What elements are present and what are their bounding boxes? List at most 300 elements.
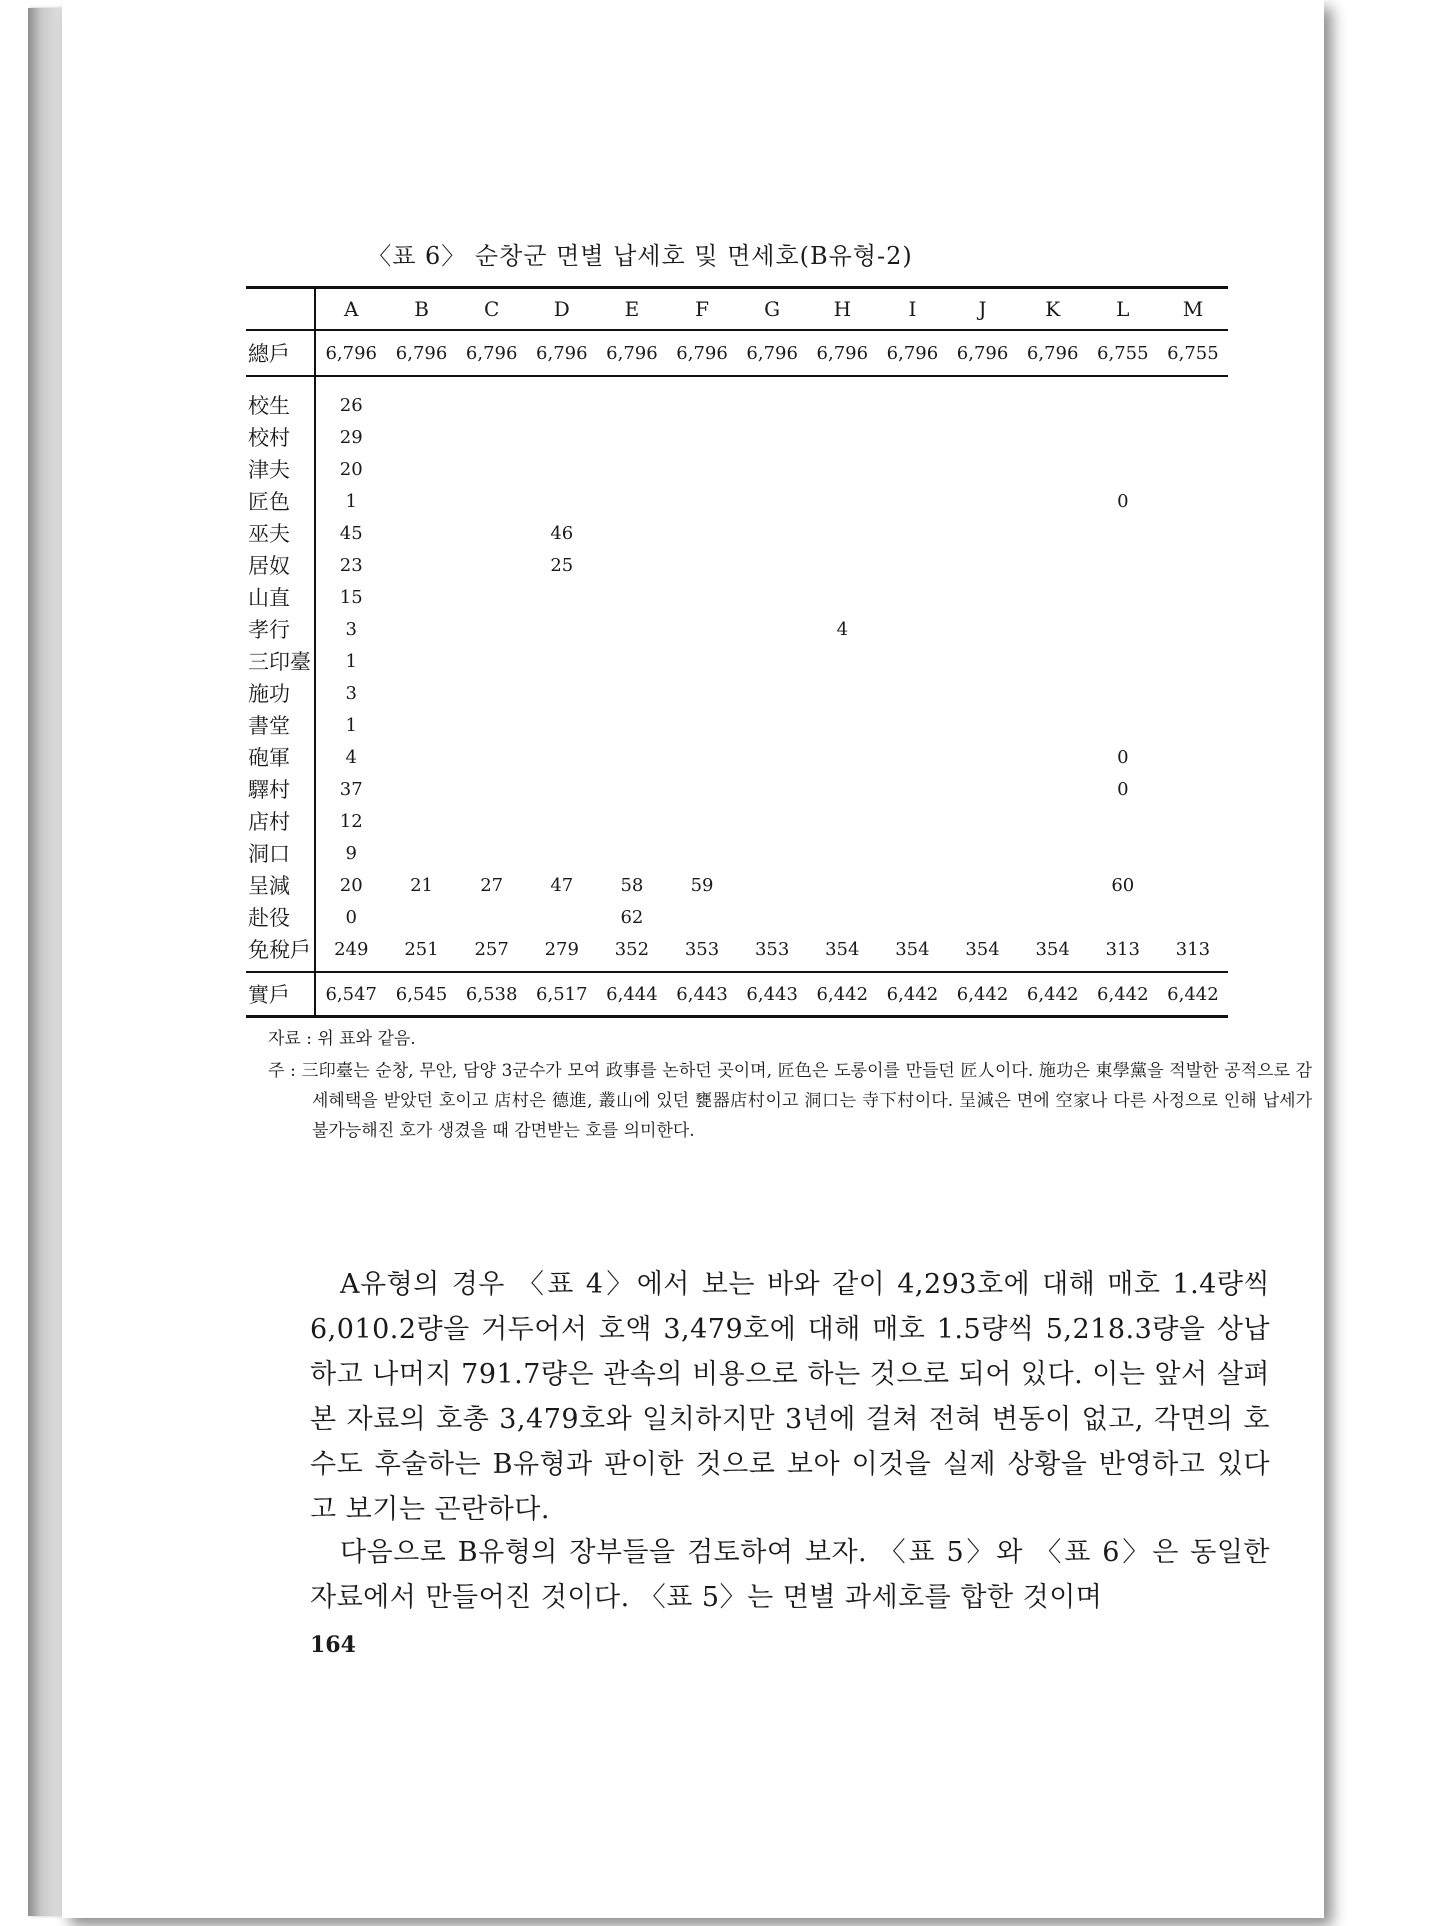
table-cell xyxy=(597,773,667,805)
table-cell xyxy=(737,581,807,613)
table-cell xyxy=(597,741,667,773)
table-cell xyxy=(386,485,456,517)
table-cell xyxy=(807,741,877,773)
table-cell xyxy=(737,741,807,773)
table-cell xyxy=(807,485,877,517)
table-cell xyxy=(877,869,947,901)
row-label: 赴役 xyxy=(246,901,315,933)
table-cell xyxy=(527,485,597,517)
table-cell: 249 xyxy=(334,938,369,960)
table-cell: 6,538 xyxy=(457,972,527,1017)
table-cell xyxy=(737,376,807,421)
column-header: K xyxy=(1018,288,1088,331)
table-cell: 0 xyxy=(345,906,357,928)
body-paragraph-1: A유형의 경우 〈표 4〉에서 보는 바와 같이 4,293호에 대해 매호 1.4량씩 6,010.2량을 거두어서 호액 3,479호에 대해 매호 1.5량씩 5,218.3량을 상납하고 나머지 791.7량은 관속의 비용으로 하는 것으로 되어 있다. 이는 앞서 살펴본 자료의 호총 3,479호와 일치하지만 3년에 걸쳐 전혀 변동이 없고, 각면의 호수도 후술하는 B유형과 판이한 것으로 보아 이것을 실제 상황을 반영하고 있다고 보기는 곤란하다. xyxy=(310,1269,1270,1525)
table-cell xyxy=(457,741,527,773)
book-spine-edge xyxy=(28,8,62,1916)
table-cell: 353 xyxy=(684,938,720,960)
table-cell: 3 xyxy=(345,618,357,640)
table-cell: 6,444 xyxy=(597,972,667,1017)
table-cell xyxy=(947,549,1017,581)
row-label: 洞口 xyxy=(246,837,315,869)
table-cell: 354 xyxy=(895,938,930,960)
table-cell: 4 xyxy=(345,746,357,768)
table-cell: 26 xyxy=(339,394,363,416)
table-cell xyxy=(947,741,1017,773)
table-cell xyxy=(1088,549,1158,581)
table-cell: 1 xyxy=(345,714,357,736)
table-cell: 4 xyxy=(836,618,849,640)
table-cell: 352 xyxy=(614,938,650,960)
row-label: 免稅戶 xyxy=(246,933,315,972)
table-cell xyxy=(457,549,527,581)
table-cell xyxy=(1018,453,1088,485)
table-cell xyxy=(386,773,456,805)
table-cell xyxy=(457,901,527,933)
table-cell: 6,443 xyxy=(737,972,807,1017)
table-cell xyxy=(737,645,807,677)
table-cell xyxy=(667,773,737,805)
table-cell: 6,796 xyxy=(947,330,1017,376)
table-cell xyxy=(737,613,807,645)
table-cell xyxy=(877,709,947,741)
table-cell: 0 xyxy=(1117,490,1129,512)
table-cell xyxy=(1088,581,1158,613)
row-label: 居奴 xyxy=(246,549,315,581)
table-cell xyxy=(667,805,737,837)
table-row xyxy=(246,613,1228,645)
table-cell xyxy=(1018,805,1088,837)
table-cell xyxy=(597,645,667,677)
table-cell xyxy=(1018,677,1088,709)
table-cell xyxy=(737,709,807,741)
table-cell: 257 xyxy=(474,938,509,960)
table-cell: 9 xyxy=(345,842,357,864)
table-cell xyxy=(947,677,1017,709)
table-cell xyxy=(527,613,597,645)
row-label: 校村 xyxy=(246,421,315,453)
table-cell xyxy=(386,376,456,421)
table-cell: 45 xyxy=(339,522,363,544)
table-cell xyxy=(1088,613,1158,645)
table-cell xyxy=(947,709,1017,741)
row-label: 書堂 xyxy=(246,709,315,741)
table-cell xyxy=(807,421,877,453)
household-tax-table xyxy=(246,286,1228,1018)
table-row xyxy=(246,517,1228,549)
table-cell: 6,547 xyxy=(315,972,386,1017)
table-cell: 6,796 xyxy=(386,330,456,376)
table-cell: 0 xyxy=(1117,746,1129,768)
table-row xyxy=(246,933,1228,972)
table-cell: 6,796 xyxy=(457,330,527,376)
table-cell xyxy=(597,805,667,837)
table-cell xyxy=(877,677,947,709)
table-cell xyxy=(1018,837,1088,869)
table-cell xyxy=(527,773,597,805)
table-cell xyxy=(1018,645,1088,677)
table-cell xyxy=(1088,805,1158,837)
table-cell xyxy=(1158,901,1228,933)
table-cell xyxy=(1158,773,1228,805)
table-cell: 20 xyxy=(339,874,363,896)
table-cell xyxy=(1088,453,1158,485)
table-cell xyxy=(386,581,456,613)
column-header: H xyxy=(807,288,877,331)
table-cell xyxy=(457,837,527,869)
page-number: 164 xyxy=(310,1632,356,1658)
table-row xyxy=(246,773,1228,805)
table-cell: 15 xyxy=(339,586,363,608)
table-cell xyxy=(667,613,737,645)
table-cell xyxy=(386,677,456,709)
table-cell xyxy=(667,741,737,773)
table-cell xyxy=(457,485,527,517)
table-cell xyxy=(947,421,1017,453)
table-cell: 251 xyxy=(404,938,439,960)
table-cell xyxy=(947,613,1017,645)
table-cell xyxy=(947,645,1017,677)
table-row xyxy=(246,837,1228,869)
table-cell xyxy=(386,805,456,837)
table-cell xyxy=(457,805,527,837)
table-cell xyxy=(1158,741,1228,773)
table-cell xyxy=(597,837,667,869)
table-cell: 6,545 xyxy=(386,972,456,1017)
table-row xyxy=(246,330,1228,376)
table-cell xyxy=(807,837,877,869)
table-cell xyxy=(1018,901,1088,933)
table-cell xyxy=(457,709,527,741)
table-cell: 37 xyxy=(339,778,363,800)
table-cell xyxy=(1158,645,1228,677)
table-cell xyxy=(1018,741,1088,773)
table-cell: 29 xyxy=(339,426,363,448)
table-cell xyxy=(667,581,737,613)
table-cell xyxy=(386,613,456,645)
table-cell xyxy=(1158,869,1228,901)
table-row xyxy=(246,677,1228,709)
table-cell xyxy=(1018,549,1088,581)
table-cell xyxy=(877,901,947,933)
table-cell: 6,796 xyxy=(1018,330,1088,376)
table-cell: 1 xyxy=(345,650,357,672)
table-cell xyxy=(457,773,527,805)
table-cell xyxy=(807,773,877,805)
row-label: 巫夫 xyxy=(246,517,315,549)
table-cell xyxy=(386,741,456,773)
row-label: 施功 xyxy=(246,677,315,709)
table-cell xyxy=(667,376,737,421)
table-row xyxy=(246,901,1228,933)
table-cell xyxy=(386,901,456,933)
table-cell xyxy=(1158,421,1228,453)
table-cell xyxy=(597,709,667,741)
table-cell: 1 xyxy=(345,490,357,512)
column-header: G xyxy=(737,288,807,331)
table-cell: 58 xyxy=(620,874,644,896)
table-cell xyxy=(737,517,807,549)
table-cell: 6,796 xyxy=(807,330,877,376)
column-header: L xyxy=(1088,288,1158,331)
row-label: 匠色 xyxy=(246,485,315,517)
table-cell: 59 xyxy=(690,874,714,896)
table-cell xyxy=(667,901,737,933)
table-cell xyxy=(667,645,737,677)
table-cell: 6,443 xyxy=(667,972,737,1017)
column-header-row xyxy=(246,288,1228,331)
table-cell xyxy=(597,421,667,453)
table-cell: 354 xyxy=(965,938,1000,960)
table-source: 자료 : 위 표와 같음. xyxy=(268,1029,416,1049)
table-cell: 60 xyxy=(1111,874,1135,896)
table-cell xyxy=(947,581,1017,613)
table-cell xyxy=(527,709,597,741)
table-cell xyxy=(877,837,947,869)
corner-cell xyxy=(246,288,315,331)
table-cell xyxy=(1018,485,1088,517)
table-cell xyxy=(597,549,667,581)
column-header: A xyxy=(315,288,386,331)
table-cell: 354 xyxy=(825,938,860,960)
table-cell xyxy=(877,549,947,581)
table-cell xyxy=(597,517,667,549)
table-row xyxy=(246,869,1228,901)
table-cell xyxy=(1158,709,1228,741)
table-cell xyxy=(1018,773,1088,805)
table-cell xyxy=(947,805,1017,837)
table-cell xyxy=(807,549,877,581)
table-cell xyxy=(807,805,877,837)
table-cell xyxy=(386,837,456,869)
table-cell: 6,796 xyxy=(877,330,947,376)
column-header: B xyxy=(386,288,456,331)
table-cell: 27 xyxy=(480,874,504,896)
table-cell xyxy=(877,376,947,421)
table-cell xyxy=(1018,517,1088,549)
table-cell xyxy=(1158,453,1228,485)
table-cell xyxy=(1158,837,1228,869)
table-cell xyxy=(947,837,1017,869)
table-cell xyxy=(527,376,597,421)
table-cell xyxy=(737,485,807,517)
column-header: C xyxy=(457,288,527,331)
row-label: 砲軍 xyxy=(246,741,315,773)
column-header: F xyxy=(667,288,737,331)
table-cell xyxy=(457,421,527,453)
table-cell xyxy=(947,485,1017,517)
table-cell xyxy=(386,517,456,549)
table-row xyxy=(246,581,1228,613)
table-cell xyxy=(667,709,737,741)
table-cell xyxy=(947,773,1017,805)
table-cell xyxy=(527,741,597,773)
table-note: 주 : 三印臺는 순창, 무안, 담양 3군수가 모여 政事를 논하던 곳이며, 匠色은 도롱이를 만들던 匠人이다. 施功은 東學黨을 적발한 공적으로 감세혜택을 받았던 호이고 店村은 德進, 叢山에 있던 甕器店村이고 洞口는 寺下村이다. 呈減은 면에 空家나 다른 사정으로 인해 납세가 불가능해진 호가 생겼을 때 감면받는 호를 의미한다. xyxy=(268,1061,1312,1141)
table-cell xyxy=(1088,645,1158,677)
table-cell xyxy=(737,805,807,837)
table-cell: 0 xyxy=(1117,778,1129,800)
table-row xyxy=(246,645,1228,677)
table-cell: 21 xyxy=(410,874,433,896)
table-cell xyxy=(597,485,667,517)
table-row xyxy=(246,453,1228,485)
table-row xyxy=(246,805,1228,837)
table-cell xyxy=(807,901,877,933)
table-cell: 6,442 xyxy=(807,972,877,1017)
table-cell xyxy=(737,773,807,805)
table-cell: 62 xyxy=(620,906,644,928)
table-cell xyxy=(386,421,456,453)
table-cell xyxy=(1158,805,1228,837)
table-cell: 6,442 xyxy=(1018,972,1088,1017)
table-cell xyxy=(597,581,667,613)
table-cell xyxy=(1088,901,1158,933)
table-cell: 6,796 xyxy=(315,330,386,376)
table-row xyxy=(246,421,1228,453)
table-cell: 279 xyxy=(544,938,579,960)
table-cell: 12 xyxy=(339,810,363,832)
table-cell xyxy=(1158,581,1228,613)
table-cell xyxy=(1088,376,1158,421)
body-paragraph-2: 다음으로 B유형의 장부들을 검토하여 보자. 〈표 5〉와 〈표 6〉은 동일한 자료에서 만들어진 것이다. 〈표 5〉는 면별 과세호를 합한 것이며 xyxy=(310,1537,1270,1613)
table-row xyxy=(246,549,1228,581)
table-cell xyxy=(947,517,1017,549)
table-cell xyxy=(947,376,1017,421)
table-cell xyxy=(1088,709,1158,741)
table-cell xyxy=(877,453,947,485)
table-cell xyxy=(1018,613,1088,645)
table-cell xyxy=(737,677,807,709)
table-cell xyxy=(597,376,667,421)
table-cell: 25 xyxy=(550,554,574,576)
table-cell xyxy=(527,581,597,613)
table-cell xyxy=(457,376,527,421)
table-row xyxy=(246,972,1228,1017)
table-cell xyxy=(457,581,527,613)
table-cell: 46 xyxy=(550,522,574,544)
table-cell xyxy=(597,453,667,485)
table-cell xyxy=(457,453,527,485)
table-cell xyxy=(877,773,947,805)
table-cell xyxy=(527,837,597,869)
table-cell xyxy=(1018,709,1088,741)
table-row xyxy=(246,485,1228,517)
table-cell xyxy=(386,549,456,581)
table-cell: 6,442 xyxy=(877,972,947,1017)
table-cell xyxy=(737,869,807,901)
table-cell xyxy=(667,549,737,581)
table-cell xyxy=(877,645,947,677)
table-cell xyxy=(807,677,877,709)
table-cell xyxy=(527,421,597,453)
table-cell xyxy=(1018,869,1088,901)
table-cell xyxy=(1088,677,1158,709)
table-cell xyxy=(1158,376,1228,421)
table-cell xyxy=(457,677,527,709)
table-cell xyxy=(877,805,947,837)
table-cell: 6,796 xyxy=(667,330,737,376)
table-cell xyxy=(807,453,877,485)
table-cell xyxy=(527,453,597,485)
table-cell xyxy=(1018,376,1088,421)
table-cell: 354 xyxy=(1035,938,1070,960)
table-cell: 20 xyxy=(339,458,363,480)
table-row xyxy=(246,709,1228,741)
table-cell xyxy=(667,837,737,869)
table-cell xyxy=(1088,837,1158,869)
table-cell: 6,796 xyxy=(527,330,597,376)
row-label: 校生 xyxy=(246,376,315,421)
table-cell xyxy=(737,837,807,869)
row-label: 三印臺 xyxy=(246,645,315,677)
column-header: J xyxy=(947,288,1017,331)
table-cell xyxy=(807,869,877,901)
table-cell xyxy=(667,517,737,549)
row-label: 驛村 xyxy=(246,773,315,805)
table-row xyxy=(246,376,1228,421)
table-cell xyxy=(1088,421,1158,453)
table-cell: 6,796 xyxy=(597,330,667,376)
table-row xyxy=(246,741,1228,773)
table-cell xyxy=(877,581,947,613)
row-label: 孝行 xyxy=(246,613,315,645)
table-cell xyxy=(737,421,807,453)
table-cell: 6,755 xyxy=(1158,330,1228,376)
table-cell xyxy=(807,581,877,613)
table-cell xyxy=(527,805,597,837)
table-cell xyxy=(527,677,597,709)
row-label: 總戶 xyxy=(246,330,315,376)
table-cell: 3 xyxy=(345,682,357,704)
table-cell xyxy=(1018,421,1088,453)
table-cell xyxy=(1158,549,1228,581)
table-cell xyxy=(947,869,1017,901)
table-cell: 23 xyxy=(339,554,363,576)
row-label: 店村 xyxy=(246,805,315,837)
table-cell: 6,442 xyxy=(1158,972,1228,1017)
table-cell xyxy=(457,645,527,677)
table-cell xyxy=(877,741,947,773)
column-header: I xyxy=(877,288,947,331)
table-cell xyxy=(1158,677,1228,709)
table-cell xyxy=(667,485,737,517)
table-cell xyxy=(667,677,737,709)
table-cell: 6,755 xyxy=(1088,330,1158,376)
table-cell xyxy=(1158,517,1228,549)
table-cell: 313 xyxy=(1175,938,1211,960)
table-cell xyxy=(1018,581,1088,613)
table-cell xyxy=(667,453,737,485)
table-cell xyxy=(807,517,877,549)
table-cell xyxy=(597,613,667,645)
table-cell xyxy=(737,549,807,581)
row-label: 津夫 xyxy=(246,453,315,485)
table-cell: 6,442 xyxy=(947,972,1017,1017)
table-cell xyxy=(877,517,947,549)
table-cell: 6,517 xyxy=(527,972,597,1017)
column-header: E xyxy=(597,288,667,331)
table-cell: 313 xyxy=(1105,938,1140,960)
row-label: 呈減 xyxy=(246,869,315,901)
table-cell: 6,796 xyxy=(737,330,807,376)
table-cell xyxy=(667,421,737,453)
table-cell xyxy=(386,645,456,677)
table-cell xyxy=(597,677,667,709)
row-label: 實戶 xyxy=(246,972,315,1017)
table-cell xyxy=(947,453,1017,485)
table-cell xyxy=(877,485,947,517)
table-cell xyxy=(947,901,1017,933)
